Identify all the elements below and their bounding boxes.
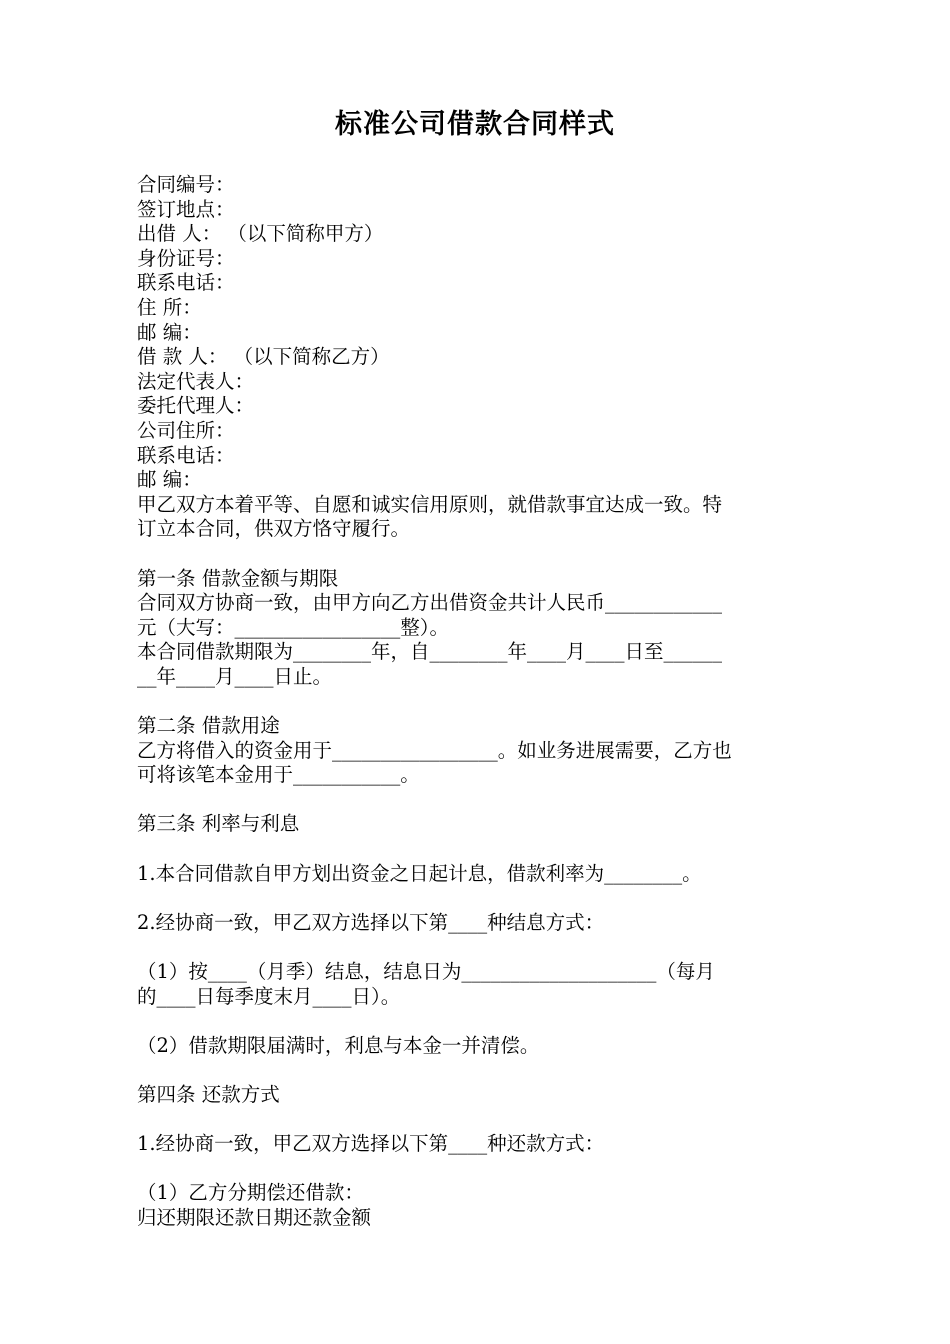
blank-line (137, 935, 817, 960)
article-4-item-1: 1.经协商一致，甲乙双方选择以下第____种还款方式： (137, 1132, 605, 1156)
article-1-line-1: 合同双方协商一致，由甲方向乙方出借资金共计人民币____________ (137, 591, 723, 615)
article-1-line-4: __年____月____日止。 (137, 664, 333, 688)
blank-line (137, 788, 817, 813)
authorized-agent-label: 委托代理人： (137, 394, 255, 418)
article-4-heading: 第四条 还款方式 (137, 1082, 280, 1106)
borrower-label: 借 款 人： （以下简称乙方） (137, 345, 390, 369)
article-4-option-1: （1）乙方分期偿还借款： (137, 1181, 364, 1205)
company-address-label: 公司住所： (137, 418, 235, 442)
preamble-line-1: 甲乙双方本着平等、自愿和诚实信用原则，就借款事宜达成一致。特 (137, 492, 723, 516)
blank-line (137, 886, 817, 911)
blank-line (137, 837, 817, 862)
article-1-heading: 第一条 借款金额与期限 (137, 566, 339, 590)
borrower-phone-label: 联系电话： (137, 443, 235, 467)
article-2-line-2: 可将该笔本金用于___________。 (137, 763, 420, 787)
article-3-item-2: 2.经协商一致，甲乙双方选择以下第____种结息方式： (137, 910, 605, 934)
signing-place-label: 签订地点： (137, 197, 235, 221)
blank-line (137, 1009, 817, 1034)
lender-address-label: 住 所： (137, 295, 202, 319)
blank-line (137, 1157, 817, 1182)
lender-phone-label: 联系电话： (137, 271, 235, 295)
lender-postcode-label: 邮 编： (137, 320, 202, 344)
blank-line (137, 1108, 817, 1133)
article-3-option-1-line-1: （1）按____（月季）结息，结息日为____________________（每月 (137, 960, 715, 983)
document-title: 标准公司借款合同样式 (335, 109, 615, 140)
legal-representative-label: 法定代表人： (137, 369, 255, 393)
article-2-line-1: 乙方将借入的资金用于_________________。如业务进展需要，乙方也 (137, 738, 732, 762)
article-1-line-3: 本合同借款期限为________年，自________年____月____日至______ (137, 640, 723, 664)
article-2-heading: 第二条 借款用途 (137, 714, 280, 738)
article-1-line-2: 元（大写：_________________整）。 (137, 615, 450, 639)
contract-number-label: 合同编号： (137, 173, 235, 196)
blank-line (137, 542, 817, 567)
blank-line (137, 1058, 817, 1083)
article-3-option-1-line-2: 的____日每季度末月____日）。 (137, 984, 401, 1008)
borrower-postcode-label: 邮 编： (137, 468, 202, 492)
lender-label: 出借 人： （以下简称甲方） (137, 222, 384, 246)
repayment-table-header: 归还期限还款日期还款金额 (137, 1205, 372, 1229)
preamble-line-2: 订立本合同，供双方恪守履行。 (137, 517, 411, 541)
article-3-option-2: （2）借款期限届满时，利息与本金一并清偿。 (137, 1033, 540, 1057)
article-3-item-1: 1.本合同借款自甲方划出资金之日起计息，借款利率为________。 (137, 861, 702, 885)
article-3-heading: 第三条 利率与利息 (137, 812, 300, 836)
id-number-label: 身份证号： (137, 246, 235, 270)
blank-line (137, 689, 817, 714)
contract-body (137, 173, 817, 1231)
